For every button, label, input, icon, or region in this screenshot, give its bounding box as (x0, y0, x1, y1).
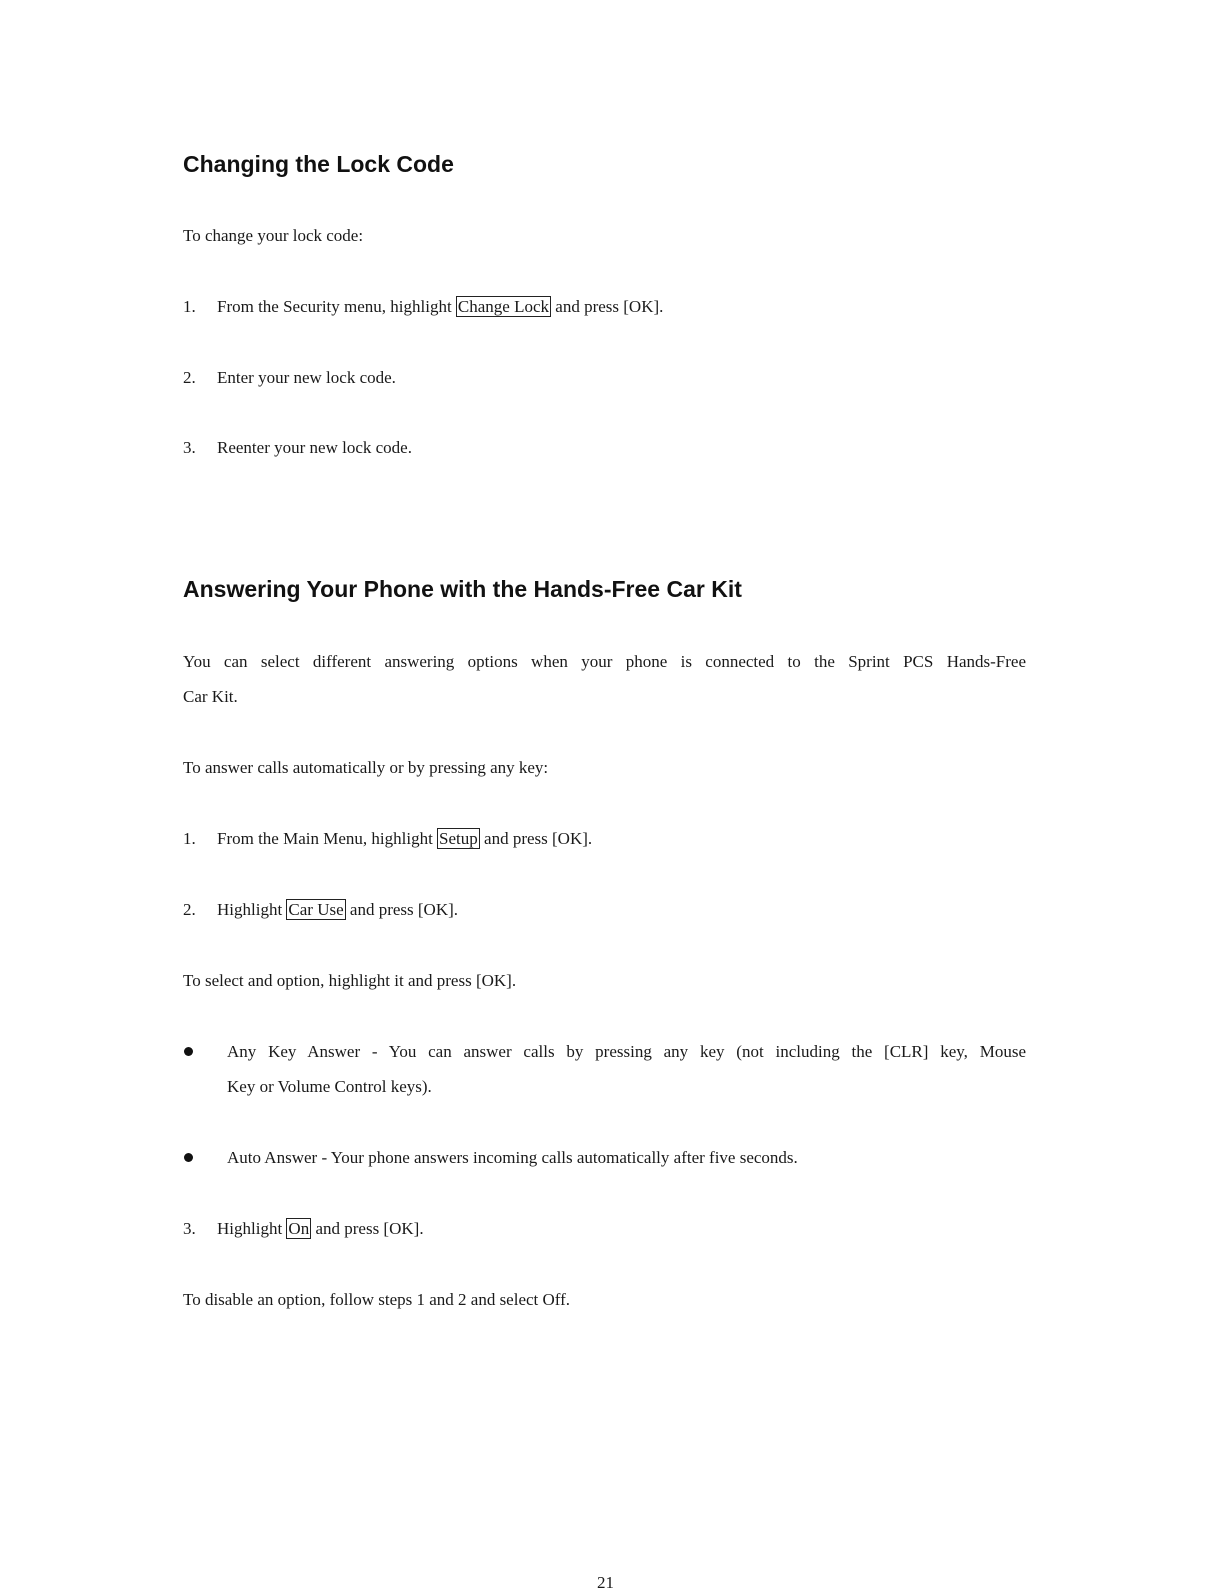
car-kit-paragraph-line: Car Kit. (183, 687, 238, 706)
bullet-icon (184, 1153, 193, 1162)
step-number: 2. (183, 900, 196, 919)
step-text: Reenter your new lock code. (217, 438, 412, 457)
step-text-before: Highlight (217, 900, 287, 919)
section-heading-lock-code: Changing the Lock Code (183, 151, 454, 177)
step-text (217, 1219, 424, 1239)
step-number: 1. (183, 297, 196, 316)
step-number: 1. (183, 829, 196, 848)
step-text-after: and press [OK]. (479, 829, 593, 848)
car-kit-intro: To answer calls automatically or by pressing any key: (183, 758, 549, 777)
step-number: 2. (183, 368, 196, 387)
step-text (217, 829, 592, 849)
bullet-text-line: Any Key Answer - You can answer calls by pressing any key (not including the [CLR] key, Mouse (227, 1042, 1026, 1061)
lock-code-intro: To change your lock code: (183, 226, 364, 245)
bullet-text-line: Key or Volume Control keys). (227, 1077, 432, 1096)
step-text (217, 900, 458, 920)
menu-option-car-use: Car Use (288, 900, 344, 919)
step-text: Enter your new lock code. (217, 368, 396, 387)
select-option-text: To select and option, highlight it and press [OK]. (183, 971, 517, 990)
car-kit-paragraph-line: You can select different answering options when your phone is connected to the Sprint PCS Hands-Free (183, 652, 1026, 671)
menu-option-setup: Setup (439, 829, 478, 848)
bullet-text-line: Auto Answer - Your phone answers incoming calls automatically after five seconds. (227, 1148, 798, 1167)
menu-option-on: On (288, 1219, 310, 1238)
bullet-icon (184, 1047, 193, 1056)
step-text-after: and press [OK]. (345, 900, 459, 919)
step-number: 3. (183, 1219, 196, 1238)
step-text (217, 297, 663, 317)
step-number: 3. (183, 438, 196, 457)
disable-option-text: To disable an option, follow steps 1 and 2 and select Off. (183, 1290, 571, 1309)
page-number: 21 (597, 1573, 614, 1592)
step-text-before: From the Security menu, highlight (217, 297, 456, 316)
section-heading-car-kit: Answering Your Phone with the Hands-Free Car Kit (183, 576, 742, 602)
step-text-before: From the Main Menu, highlight (217, 829, 438, 848)
menu-option-change-lock: Change Lock (457, 297, 550, 316)
step-text-after: and press [OK]. (551, 297, 664, 316)
step-text-before: Highlight (217, 1219, 287, 1238)
step-text-after: and press [OK]. (311, 1219, 424, 1238)
